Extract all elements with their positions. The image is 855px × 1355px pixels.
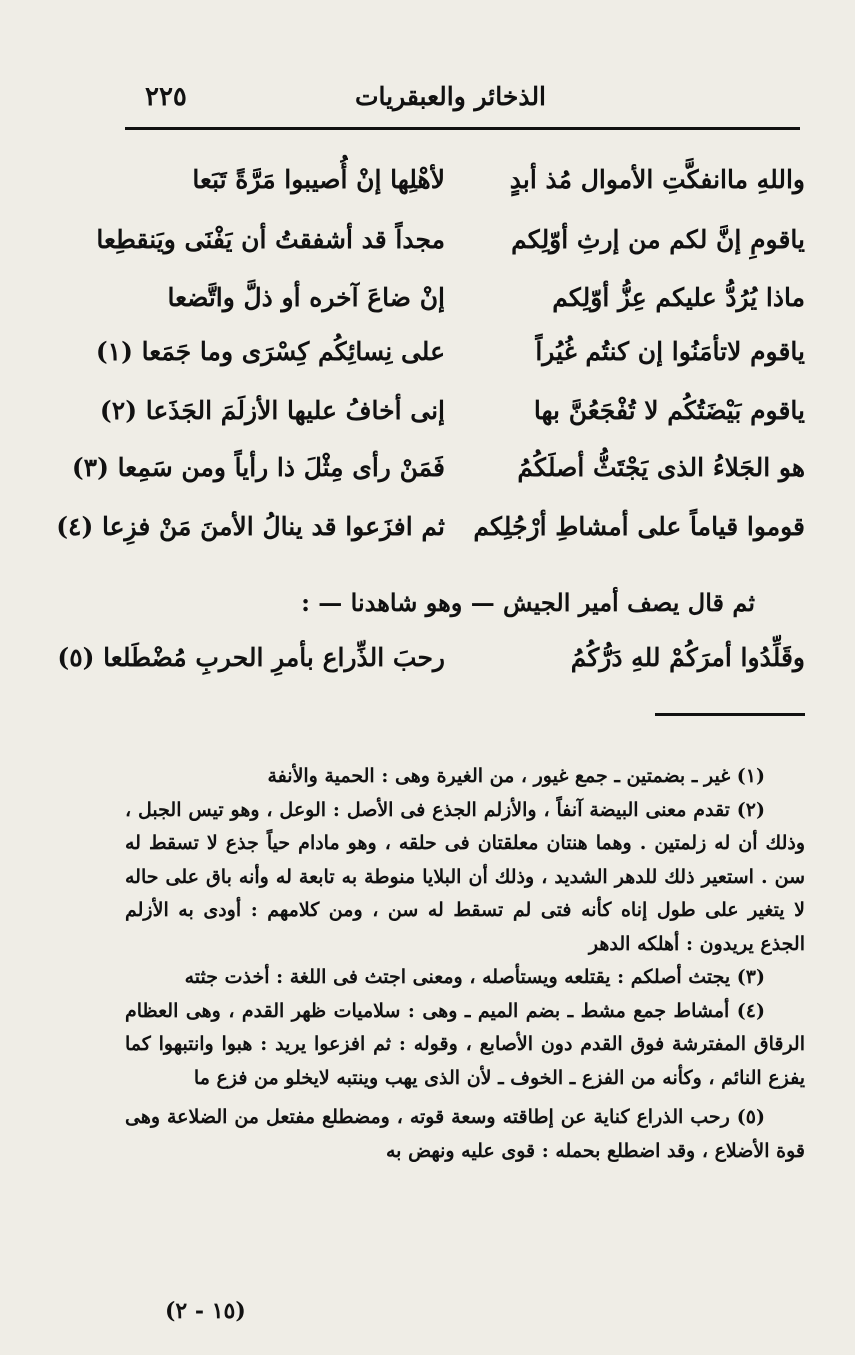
footnote: (٤) أمشاط جمع مشط ـ بضم الميم ـ وهى : سلاميات ظهر القدم ، وهى العظام الرقاق المفترشة فوق القدم دون الأصابع ، وقوله : ثم افزعوا يريد : هبوا وانتبهوا كما يفزع النائم ، وكأنه من الفزع ـ الخوف ـ لأن الذى يهب وينتبه لايخلو من فزع ما [125,999,805,1089]
verse-second-hemistich: رحبَ الذِّراع بأمرِ الحربِ مُضْطَلعا (٥) [57,643,445,672]
verse-line [96,225,805,265]
verse-second-hemistich: فَمَنْ رأى مِثْلَ ذا رأياً ومن سَمِعا (٣) [71,453,445,482]
verse-first-hemistich: ياقومِ إنَّ لكم من إرثِ أوّلِكم [511,225,805,254]
verse-line [99,396,805,436]
verse-first-hemistich: ياقوم لاتأمَنُوا إن كنتُم غُيُراً [535,337,805,366]
page-header [125,78,800,118]
footnote: (٢) تقدم معنى البيضة آنفاً ، والأزلم الجذع فى الأصل : الوعل ، وهو تيس الجبل ، وذلك أن له زلمتين . وهما هنتان معلقتان فى حلقه ، وهو مادام حياً جذع لا تسقط له سن . استعير ذلك للدهر الشديد ، وذلك أن البلايا منوطة به تابعة له وأنه باق على حاله لا يتغير على طول إناه كأنه فتى لم تسقط له سن ، ومن كلامهم : أودى به الأزلم الجذع يريدون : أهلكه الدهر [125,798,805,955]
verse-first-hemistich: ياقوم بَيْضَتُكُم لا تُفْجَعُنَّ بها [533,396,805,425]
verse-line [125,283,805,323]
footnote-rule [655,713,805,716]
footnote: (٣) يجتث أصلكم : يقتلعه ويستأصله ، ومعنى اجتث فى اللغة : أخذت جثته [184,966,765,988]
running-title: الذخائر والعبقريات [355,82,547,111]
verse-second-hemistich: إنْ ضاعَ آخره أو ذلَّ واتَّضعا [167,283,445,312]
verse-second-hemistich: على نِسائِكُم كِسْرَى وما جَمَعا (١) [95,337,445,366]
verse-line [125,165,805,205]
verse-first-hemistich: ماذا يُرُدُّ عليكم عِزُّ أوّلِكم [552,283,805,312]
prose-line: ثم قال يصف أمير الجيش — وهو شاهدنا — : [301,588,755,617]
footnotes [125,760,805,1168]
signature-mark: (١٥ - ٢) [165,1298,246,1324]
header-rule [125,127,800,130]
verse-first-hemistich: قوموا قياماً على أمشاطِ أرْجُلِكم [473,512,805,541]
verse-second-hemistich: إنى أخافُ عليها الأزلَمَ الجَذَعا (٢) [99,396,445,425]
verse-line [71,453,805,493]
final-verse-line [57,643,805,683]
footnote: (٥) رحب الذراع كناية عن إطاقته وسعة قوته ، ومضطلع مفتعل من الضلاعة وهى قوة الأضلاع ، وقد اضطلع بحمله : قوى عليه ونهض به [125,1106,805,1162]
verse-line [95,337,805,377]
verse-line [56,512,805,552]
verse-first-hemistich: وقَلِّدُوا أمرَكُمْ للهِ دَرُّكُمُ [570,643,805,672]
page-number: ٢٢٥ [145,82,187,112]
verse-second-hemistich: مجداً قد أشفقتُ أن يَفْنَى ويَنقطِعا [96,225,445,254]
verse-second-hemistich: لأهْلِها إنْ أُصيبوا مَرَّةً تَبَعا [192,165,445,194]
footnote: (١) غير ـ بضمتين ـ جمع غيور ، من الغيرة وهى : الحمية والأنفة [267,765,765,787]
verse-first-hemistich: واللهِ ماانفكَّتِ الأموال مُذ أبدٍ [509,165,805,194]
verse-first-hemistich: هو الجَلاءُ الذى يَجْتَثُّ أصلَكُمُ [517,453,805,482]
verse-second-hemistich: ثم افزَعوا قد ينالُ الأمنَ مَنْ فزِعا (٤) [56,512,445,541]
